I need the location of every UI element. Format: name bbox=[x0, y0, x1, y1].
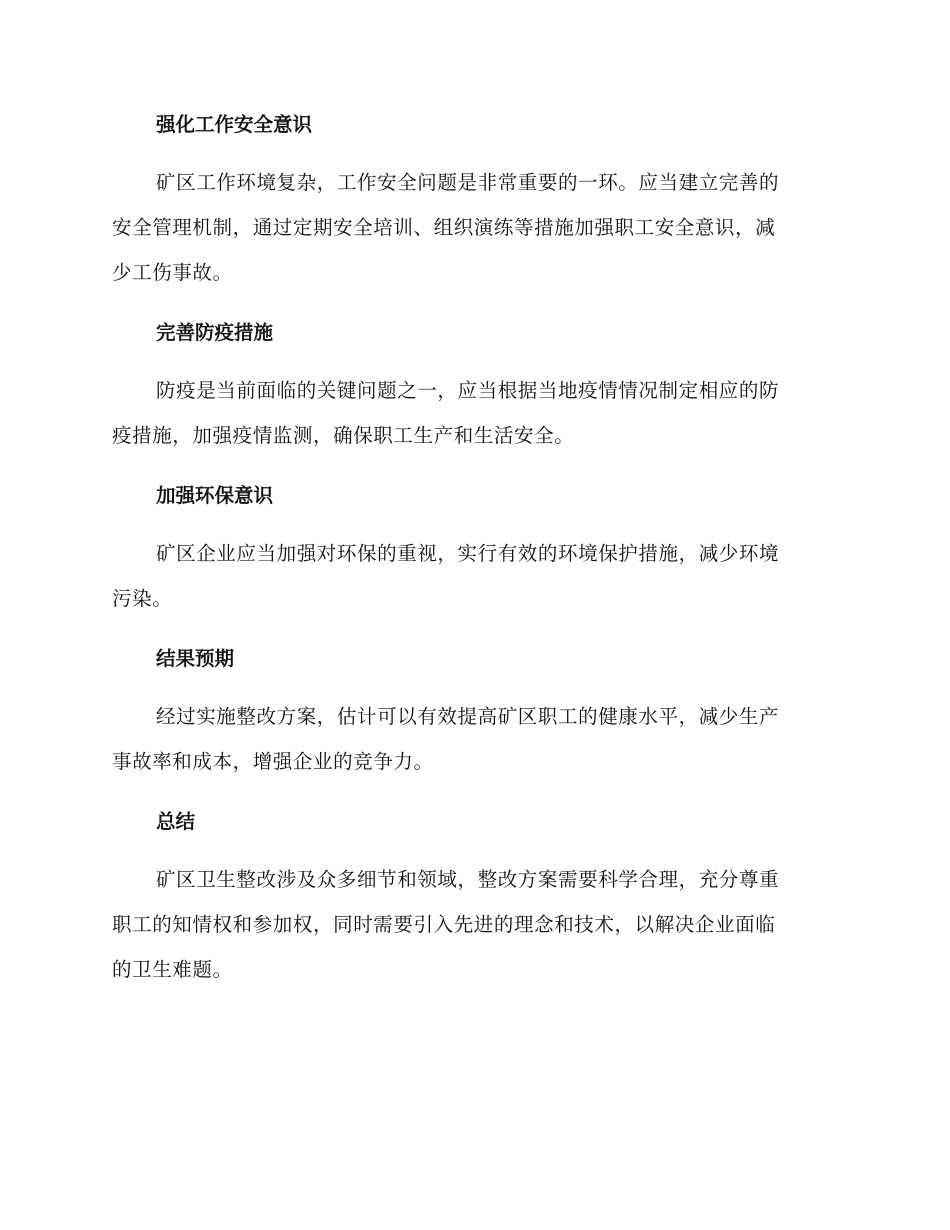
paragraph-line: 职工的知情权和参加权，同时需要引入先进的理念和技术，以解决企业面临 bbox=[112, 913, 776, 936]
section-heading: 完善防疫措施 bbox=[156, 321, 274, 344]
section-heading: 强化工作安全意识 bbox=[156, 113, 313, 136]
section-safety bbox=[112, 110, 830, 295]
section-summary bbox=[112, 807, 830, 992]
paragraph-line: 矿区工作环境复杂，工作安全问题是非常重要的一环。应当建立完善的 bbox=[156, 171, 780, 194]
paragraph-line: 矿区企业应当加强对环保的重视，实行有效的环境保护措施，减少环境 bbox=[156, 542, 780, 565]
section-paragraph bbox=[112, 368, 830, 458]
section-epidemic bbox=[112, 318, 830, 458]
paragraph-line: 疫措施，加强疫情监测，确保职工生产和生活安全。 bbox=[112, 424, 575, 447]
paragraph-line: 的卫生难题。 bbox=[112, 958, 233, 981]
paragraph-line: 矿区卫生整改涉及众多细节和领域，整改方案需要科学合理，充分尊重 bbox=[156, 868, 780, 891]
paragraph-line: 经过实施整改方案，估计可以有效提高矿区职工的健康水平，减少生产 bbox=[156, 705, 780, 728]
section-heading: 加强环保意识 bbox=[156, 484, 274, 507]
section-paragraph bbox=[112, 857, 830, 992]
section-environment bbox=[112, 481, 830, 621]
section-paragraph bbox=[112, 694, 830, 784]
paragraph-line: 污染。 bbox=[112, 587, 173, 610]
paragraph-line: 防疫是当前面临的关键问题之一，应当根据当地疫情情况制定相应的防 bbox=[156, 379, 780, 402]
paragraph-line: 少工伤事故。 bbox=[112, 261, 233, 284]
section-expected-results bbox=[112, 644, 830, 784]
paragraph-line: 安全管理机制，通过定期安全培训、组织演练等措施加强职工安全意识，减 bbox=[112, 216, 776, 239]
section-heading: 结果预期 bbox=[156, 647, 235, 670]
paragraph-line: 事故率和成本，增强企业的竞争力。 bbox=[112, 750, 434, 773]
section-paragraph bbox=[112, 160, 830, 295]
section-heading: 总结 bbox=[156, 810, 196, 833]
section-paragraph bbox=[112, 531, 830, 621]
